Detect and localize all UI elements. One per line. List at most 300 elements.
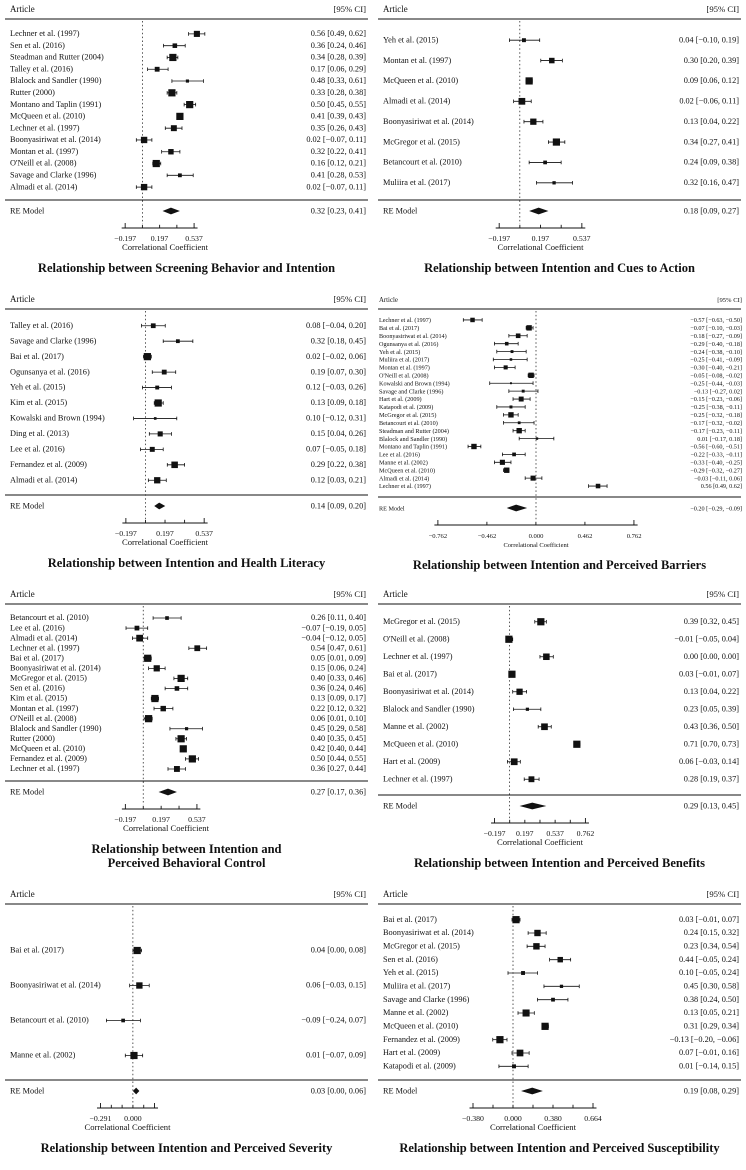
study-row [10,724,366,733]
study-label: Hart et al. (2009) [383,756,441,766]
axis-tick-label: −0.197 [488,234,511,243]
point-estimate-marker [511,350,514,353]
point-estimate-marker [161,706,166,711]
study-label: Montan et al. (1997) [383,55,452,65]
study-row [10,159,366,168]
ci-value-label: 0.13 [0.09, 0.17] [310,693,366,703]
point-estimate-marker [528,373,533,378]
axis-tick-label: 0.197 [152,815,170,824]
point-estimate-marker [162,370,167,375]
point-estimate-marker [178,735,185,742]
ci-value-label: 0.03 [−0.01, 0.07] [679,914,739,924]
study-row [10,653,366,662]
point-estimate-marker [519,98,526,105]
ci-value-label: 0.13 [0.04, 0.22] [683,116,739,126]
ci-value-label: −0.15 [−0.23, −0.06] [690,396,742,404]
ci-value-label: −0.25 [−0.32, −0.18] [690,412,742,420]
study-label: Blalock and Sandler (1990) [10,76,102,86]
study-label: Bai et al. (2017) [10,653,64,663]
study-row [379,388,742,395]
column-header-ci: [95% CI] [717,297,742,304]
re-model-label: RE Model [10,206,45,216]
ci-value-label: 0.04 [−0.10, 0.19] [679,35,739,45]
point-estimate-marker [121,1019,125,1023]
re-model-diamond [529,208,548,215]
axis-tick-label: 0.197 [531,234,550,243]
study-label: Bai et al. (2017) [379,325,420,333]
study-label: Bai et al. (2017) [383,669,437,679]
column-header-ci: [95% CI] [706,889,739,899]
ci-value-label: 0.41 [0.28, 0.53] [310,170,366,180]
study-label: Rutter (2000) [10,88,55,98]
study-label: Blalock and Sandler (1990) [379,435,448,443]
point-estimate-marker [141,184,147,190]
study-row [10,734,366,743]
study-label: Savage and Clarke (1996) [379,388,444,396]
study-row [383,1008,739,1017]
study-row [383,722,739,731]
ci-value-label: 0.24 [0.09, 0.38] [683,157,739,167]
forest-plot [373,0,746,260]
forest-plot [0,885,373,1140]
ci-value-label: −0.07 [−0.10, −0.03] [690,325,742,333]
column-header-ci: [95% CI] [706,589,739,599]
axis-tick-label: 0.537 [573,234,591,243]
ci-value-label: 0.02 [−0.07, 0.11] [306,182,366,192]
point-estimate-marker [141,137,147,143]
ci-value-label: 0.40 [0.35, 0.45] [310,733,366,743]
study-label: Blalock and Sandler (1990) [10,723,102,733]
point-estimate-marker [553,138,560,145]
study-label: O'Neill et al. (2008) [379,372,429,380]
re-model-diamond [133,1088,139,1095]
point-estimate-marker [134,947,141,954]
point-estimate-marker [173,43,178,48]
point-estimate-marker [536,437,538,439]
study-row [379,460,742,467]
axis-tick-label: −0.197 [483,829,506,838]
study-label: Yeh et al. (2015) [379,348,421,356]
ci-value-label: −0.25 [−0.44, −0.03] [690,380,742,388]
axis-tick-label: 0.762 [626,533,642,540]
column-header-ci: [95% CI] [333,889,366,899]
axis-tick-label: 0.664 [584,1114,602,1123]
panel-title: Relationship between Intention and Perceived Susceptibility [399,1141,720,1155]
ci-value-label: −0.01 [−0.05, 0.04] [674,634,739,644]
study-row [10,398,366,407]
panel-title: Relationship between Screening Behavior and Intention [37,261,336,275]
study-row [383,1035,739,1044]
re-model-ci-label: 0.19 [0.08, 0.29] [683,1086,739,1096]
point-estimate-marker [534,930,540,936]
study-label: Kim et al. (2015) [10,398,68,408]
axis-tick-label: 0.380 [544,1114,562,1123]
ci-value-label: 0.45 [0.30, 0.58] [683,981,739,991]
point-estimate-marker [175,686,180,691]
study-label: Rutter (2000) [10,733,55,743]
study-row [10,704,366,713]
study-row [383,704,739,713]
study-label: Talley et al. (2016) [10,320,74,330]
point-estimate-marker [505,636,512,643]
forest-plot [373,585,746,855]
axis-tick-label: 0.537 [546,829,564,838]
study-label: Almadi et al. (2014) [10,633,78,643]
column-header-ci: [95% CI] [706,4,739,14]
ci-value-label: 0.32 [0.22, 0.41] [310,146,366,156]
column-header-article: Article [383,589,408,599]
point-estimate-marker [155,399,162,406]
point-estimate-marker [560,985,563,988]
study-label: Lee et al. (2016) [10,444,65,454]
study-label: Manne et al. (2002) [379,459,428,467]
point-estimate-marker [596,484,601,489]
point-estimate-marker [516,333,521,338]
study-row [10,352,366,361]
study-row [10,754,366,763]
point-estimate-marker [165,616,169,620]
ci-value-label: 0.03 [−0.01, 0.07] [679,669,739,679]
study-row [10,321,366,330]
study-row [10,981,366,990]
study-label: McQueen et al. (2010) [383,76,459,86]
study-row [383,928,739,937]
point-estimate-marker [180,745,187,752]
axis-tick-label: 0.197 [156,529,174,538]
study-row [10,367,366,376]
study-label: Almadi et al. (2014) [10,475,78,485]
study-label: Lechner et al. (1997) [10,29,80,39]
study-row [10,64,366,73]
study-row [10,88,366,97]
ci-value-label: 0.12 [−0.03, 0.26] [306,382,366,392]
point-estimate-marker [130,1052,137,1059]
study-label: Boonyasiriwat et al. (2014) [383,928,474,938]
study-label: Steadman and Rutter (2004) [10,52,104,62]
study-label: Almadi et al. (2014) [383,96,451,106]
x-axis-title: Correlational Coefficient [490,1122,576,1132]
study-label: Lechner et al. (1997) [10,764,80,774]
study-label: Kowalski and Brown (1994) [10,413,105,423]
study-label: Kowalski and Brown (1994) [379,380,450,388]
point-estimate-marker [504,365,508,369]
study-row [10,445,366,454]
point-estimate-marker [145,715,152,722]
point-estimate-marker [543,161,547,165]
study-label: Sen et al. (2016) [10,40,65,50]
forest-panel [0,585,373,885]
ci-value-label: 0.01 [−0.17, 0.18] [697,435,742,443]
study-row [10,336,366,345]
ci-value-label: 0.50 [0.45, 0.55] [310,99,366,109]
ci-value-label: −0.05 [−0.08, −0.02] [690,372,742,380]
point-estimate-marker [176,339,180,343]
re-model-label: RE Model [383,206,418,216]
re-model-diamond [159,789,177,796]
point-estimate-marker [558,957,563,962]
study-row [379,420,742,427]
study-row [10,123,366,132]
study-label: Yeh et al. (2015) [383,968,439,978]
ci-value-label: 0.23 [0.05, 0.39] [683,704,739,714]
point-estimate-marker [573,741,580,748]
point-estimate-marker [531,476,536,481]
ci-value-label: 0.24 [0.15, 0.32] [683,928,739,938]
ci-value-label: −0.18 [−0.27, −0.09] [690,332,742,340]
axis-tick-label: 0.000 [504,1114,522,1123]
ci-value-label: 0.10 [−0.12, 0.31] [306,413,366,423]
point-estimate-marker [549,58,555,64]
ci-value-label: 0.36 [0.27, 0.44] [310,764,366,774]
point-estimate-marker [186,79,189,82]
point-estimate-marker [533,943,539,949]
ci-value-label: 0.34 [0.27, 0.41] [683,137,739,147]
study-row [10,1051,366,1060]
ci-value-label: 0.13 [0.04, 0.22] [683,686,739,696]
study-row [379,412,742,419]
ci-value-label: −0.56 [−0.60, −0.51] [690,443,742,451]
study-row [379,436,742,443]
ci-value-label: 0.05 [0.01, 0.09] [310,653,366,663]
study-label: Fernandez et al. (2009) [383,1034,460,1044]
study-label: Ogunsanya et al. (2016) [10,367,90,377]
point-estimate-marker [519,397,524,402]
point-estimate-marker [530,119,536,125]
ci-value-label: 0.39 [0.32, 0.45] [683,616,739,626]
ci-value-label: 0.38 [0.24, 0.50] [683,994,739,1004]
study-label: Sen et al. (2016) [10,683,65,693]
point-estimate-marker [512,1064,516,1068]
ci-value-label: −0.13 [−0.27, 0.02] [693,388,742,396]
point-estimate-marker [151,695,158,702]
point-estimate-marker [552,181,555,184]
study-label: Lechner et al. (1997) [383,651,453,661]
x-axis-title: Correlational Coefficient [123,823,209,833]
study-label: McQueen et al. (2010) [10,744,86,754]
study-label: Savage and Clarke (1996) [383,994,470,1004]
point-estimate-marker [168,89,175,96]
study-row [379,365,742,372]
column-header-article: Article [10,889,35,899]
forest-plot [373,885,746,1140]
study-row [379,483,742,490]
x-axis-title: Correlational Coefficient [84,1122,171,1132]
ci-value-label: 0.12 [0.03, 0.21] [310,475,366,485]
ci-value-label: 0.02 [−0.07, 0.11] [306,135,366,145]
study-row [10,171,366,180]
point-estimate-marker [537,618,544,625]
ci-value-label: 0.36 [0.24, 0.46] [310,683,366,693]
point-estimate-marker [155,67,160,72]
study-label: Fernandez et al. (2009) [10,460,87,470]
ci-value-label: 0.01 [−0.07, 0.09] [306,1050,366,1060]
point-estimate-marker [168,149,173,154]
study-row [383,117,739,126]
study-label: Yeh et al. (2015) [10,382,66,392]
panel-title: Relationship between Intention and Health Literacy [47,556,326,570]
point-estimate-marker [189,755,196,762]
axis-tick-label: 0.462 [577,533,593,540]
point-estimate-marker [144,655,151,662]
study-label: Montano and Taplin (1991) [10,99,102,109]
study-label: Savage and Clarke (1996) [10,170,97,180]
forest-panel [0,0,373,290]
study-label: Boonyasiriwat et al. (2014) [383,116,474,126]
ci-value-label: 0.30 [0.20, 0.39] [683,55,739,65]
study-label: O'Neill et al. (2008) [383,634,450,644]
study-row [383,968,739,977]
study-label: Boonyasiriwat et al. (2014) [10,663,101,673]
point-estimate-marker [508,412,513,417]
column-header-article: Article [383,4,408,14]
study-label: O'Neill et al. (2008) [10,713,77,723]
study-label: Blalock and Sandler (1990) [383,704,475,714]
ci-value-label: 0.07 [−0.01, 0.16] [679,1048,739,1058]
axis-tick-label: 0.000 [124,1114,142,1123]
study-row [383,634,739,643]
study-label: Muliira et al. (2017) [383,178,451,188]
ci-value-label: −0.25 [−0.41, −0.09] [690,356,742,364]
ci-value-label: 0.33 [0.28, 0.38] [310,88,366,98]
ci-value-label: 0.44 [−0.05, 0.24] [679,954,739,964]
ci-value-label: −0.09 [−0.24, 0.07] [301,1015,366,1025]
panel-title: Relationship between Intention and Perceived Benefits [413,856,706,870]
ci-value-label: 0.04 [0.00, 0.08] [310,945,366,955]
point-estimate-marker [135,626,140,631]
ci-value-label: −0.24 [−0.38, −0.10] [690,348,742,356]
study-row [10,684,366,693]
forest-plot [0,290,373,555]
study-row [10,135,366,144]
x-axis-title: Correlational Coefficient [497,242,584,252]
study-label: Bai et al. (2017) [10,351,64,361]
ci-value-label: 0.15 [0.06, 0.24] [310,663,366,673]
axis-tick-label: −0.462 [477,533,497,540]
panel-title: Relationship between Intention and Perceived Severity [40,1141,333,1155]
x-axis-title: Correlational Coefficient [497,837,583,847]
point-estimate-marker [510,358,512,360]
study-row [383,97,739,106]
study-row [383,669,739,678]
point-estimate-marker [154,665,160,671]
study-label: Muliira et al. (2017) [383,981,451,991]
study-label: Boonyasiriwat et al. (2014) [383,686,474,696]
point-estimate-marker [522,390,525,393]
study-row [383,617,739,626]
study-row [10,1016,366,1025]
axis-tick-label: 0.197 [150,234,169,243]
study-label: Almadi et al. (2014) [379,475,430,483]
study-row [383,56,739,65]
study-row [383,652,739,661]
study-row [379,333,742,340]
forest-panel [373,290,746,585]
forest-plot [373,290,746,557]
study-label: Hart et al. (2009) [383,1048,441,1058]
study-row [379,475,742,482]
study-row [10,613,366,622]
axis-tick-label: −0.291 [89,1114,112,1123]
study-row [10,112,366,121]
study-row [10,383,366,392]
study-row [10,694,366,703]
study-row [383,995,739,1004]
point-estimate-marker [136,635,143,642]
study-label: Ding et al. (2013) [10,429,69,439]
axis-tick-label: 0.000 [528,533,544,540]
axis-tick-label: 0.197 [516,829,534,838]
ci-value-label: 0.43 [0.36, 0.50] [683,721,739,731]
ci-value-label: 0.02 [−0.02, 0.06] [306,351,366,361]
study-row [10,764,366,773]
axis-tick-label: 0.537 [185,234,203,243]
study-row [383,1022,739,1031]
ci-value-label: 0.07 [−0.05, 0.18] [306,444,366,454]
ci-value-label: 0.40 [0.33, 0.46] [310,673,366,683]
study-label: Bai et al. (2017) [10,945,64,955]
axis-tick-label: 0.537 [195,529,213,538]
point-estimate-marker [526,77,533,84]
column-header-ci: [95% CI] [333,4,366,14]
axis-tick-label: −0.197 [114,529,137,538]
axis-tick-label: −0.762 [428,533,448,540]
ci-value-label: 0.00 [0.00, 0.00] [683,651,739,661]
study-row [10,744,366,753]
ci-value-label: 0.28 [0.19, 0.37] [683,774,739,784]
study-label: McGregor et al. (2015) [383,616,460,626]
ci-value-label: 0.26 [0.11, 0.40] [311,613,366,623]
ci-value-label: −0.03 [−0.11, 0.06] [694,475,742,483]
ci-value-label: 0.36 [0.24, 0.46] [310,40,366,50]
ci-value-label: −0.29 [−0.32, −0.27] [690,467,742,475]
re-model-ci-label: 0.27 [0.17, 0.36] [310,787,366,797]
study-label: McGregor et al. (2015) [379,412,437,420]
column-header-ci: [95% CI] [333,589,366,599]
ci-value-label: −0.57 [−0.63, −0.50] [690,317,742,325]
ci-value-label: 0.06 [0.01, 0.10] [310,713,366,723]
study-row [10,664,366,673]
study-label: Hart et al. (2009) [379,396,422,404]
ci-value-label: −0.07 [−0.19, 0.05] [301,623,366,633]
study-label: Betancourt et al. (2010) [10,613,89,623]
study-label: Lechner et al. (1997) [10,643,80,653]
ci-value-label: −0.13 [−0.20, −0.06] [669,1034,739,1044]
study-label: Ogunsanya et al. (2016) [379,340,439,348]
study-row [10,53,366,62]
point-estimate-marker [186,101,193,108]
ci-value-label: 0.71 [0.70, 0.73] [683,739,739,749]
point-estimate-marker [136,982,142,988]
ci-value-label: 0.56 [0.49, 0.62] [700,483,742,491]
study-row [379,325,742,332]
ci-value-label: 0.06 [−0.03, 0.15] [306,980,366,990]
point-estimate-marker [517,1050,524,1057]
ci-value-label: −0.04 [−0.12, 0.05] [301,633,366,643]
study-label: Lechner et al. (1997) [383,774,453,784]
point-estimate-marker [500,460,505,465]
study-label: Betancourt et al. (2010) [379,419,438,427]
point-estimate-marker [509,405,512,408]
point-estimate-marker [178,675,185,682]
study-row [10,429,366,438]
point-estimate-marker [508,671,515,678]
point-estimate-marker [171,462,178,469]
study-row [383,687,739,696]
re-model-ci-label: 0.32 [0.23, 0.41] [310,206,366,216]
study-label: Yeh et al. (2015) [383,35,439,45]
point-estimate-marker [529,776,535,782]
ci-value-label: 0.02 [−0.06, 0.11] [679,96,739,106]
